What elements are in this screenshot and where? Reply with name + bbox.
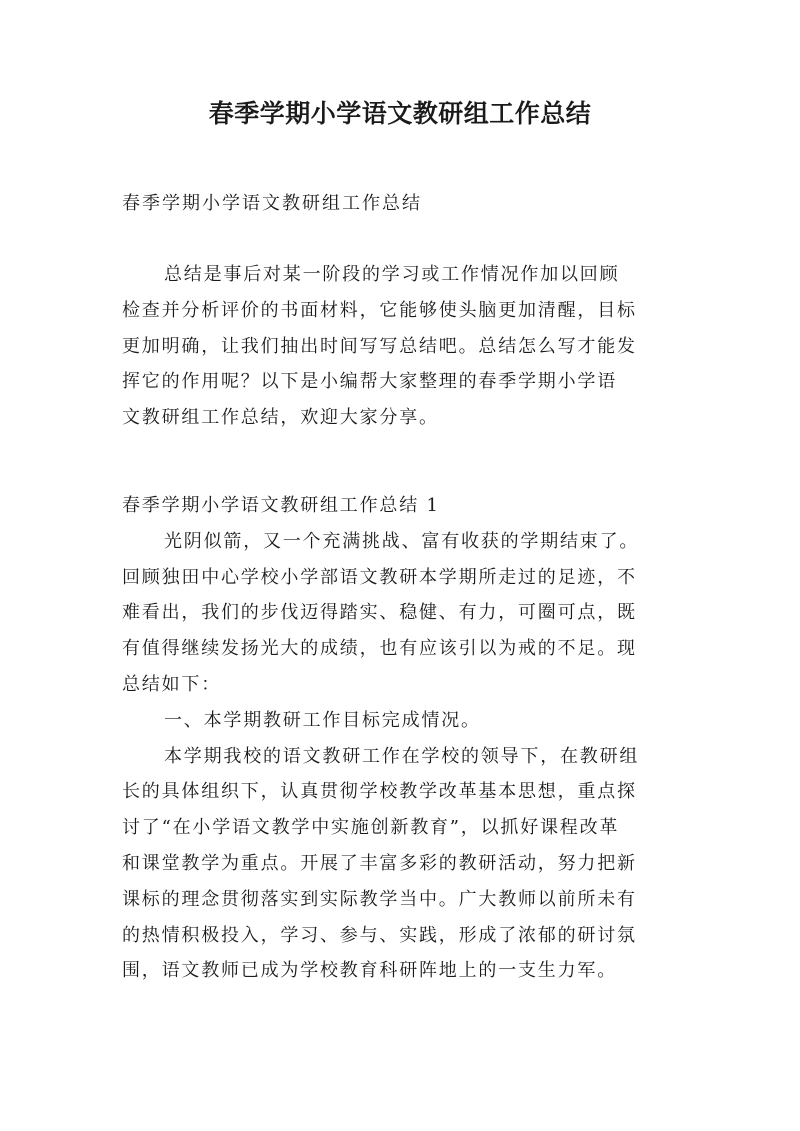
- document-subtitle: 春季学期小学语文教研组工作总结: [122, 193, 422, 214]
- paragraph-line: 文教研组工作总结，欢迎大家分享。: [122, 407, 439, 429]
- paragraph-line: 总结如下：: [122, 673, 221, 695]
- paragraph-line: 挥它的作用呢？以下是小编帮大家整理的春季学期小学语: [122, 371, 617, 393]
- section-1: [122, 488, 682, 989]
- paragraph-line: 围，语文教师已成为学校教育科研阵地上的一支生力军。: [122, 960, 617, 982]
- section-heading: 春季学期小学语文教研组工作总结 1: [122, 495, 440, 516]
- paragraph-line: 更加明确，让我们抽出时间写写总结吧。总结怎么写才能发: [122, 335, 637, 357]
- paragraph-line: 的热情积极投入，学习、参与、实践，形成了浓郁的研讨氛: [122, 924, 637, 946]
- paragraph-line: 长的具体组织下，认真贯彻学校教学改革基本思想，重点探: [122, 781, 637, 803]
- paragraph-line: 光阴似箭，又一个充满挑战、富有收获的学期结束了。: [164, 530, 640, 552]
- paragraph-line: 难看出，我们的步伐迈得踏实、稳健、有力，可圈可点，既: [122, 602, 637, 624]
- paragraph-line: 总结是事后对某一阶段的学习或工作情况作加以回顾: [164, 264, 620, 285]
- paragraph-line: 回顾独田中心学校小学部语文教研本学期所走过的足迹，不: [122, 566, 637, 588]
- paragraph-line: 有值得继续发扬光大的成绩，也有应该引以为戒的不足。现: [122, 638, 637, 660]
- document-title: 春季学期小学语文教研组工作总结: [208, 99, 592, 128]
- paragraph-line: 讨了“在小学语文教学中实施创新教育”，以抓好课程改革: [122, 817, 620, 839]
- paragraph-line: 本学期我校的语文教研工作在学校的领导下，在教研组: [164, 745, 640, 767]
- paragraph-line: 检查并分析评价的书面材料，它能够使头脑更加清醒，目标: [122, 299, 637, 321]
- paragraph-line: 和课堂教学为重点。开展了丰富多彩的教研活动，努力把新: [122, 852, 637, 874]
- intro-paragraph: [122, 257, 682, 436]
- paragraph-line: 课标的理念贯彻落实到实际教学当中。广大教师以前所未有: [122, 888, 637, 910]
- subsection-heading: 一、本学期教研工作目标完成情况。: [164, 709, 481, 731]
